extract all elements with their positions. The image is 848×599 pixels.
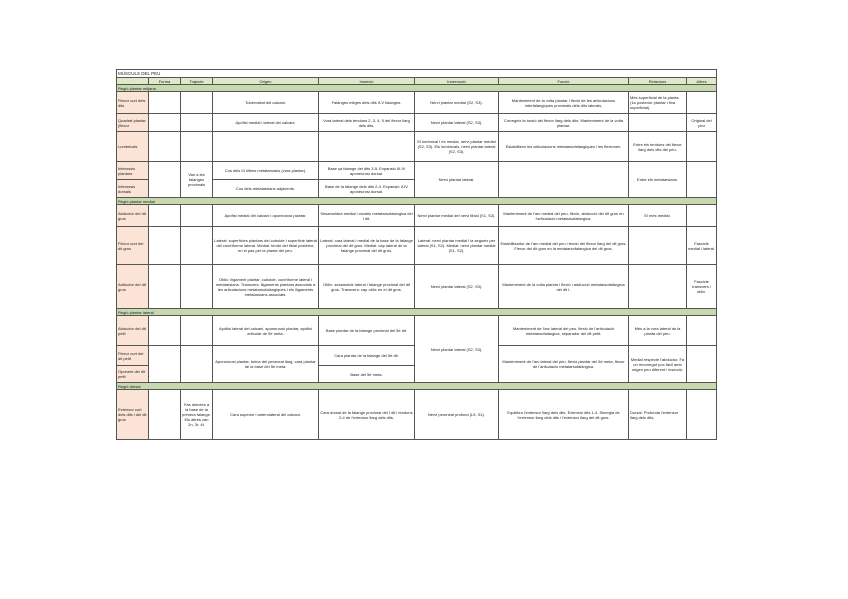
cell [181,205,213,227]
cell [687,162,717,198]
section-label: Regió plantar lateral [117,309,717,316]
cell [181,114,213,132]
cell [149,346,181,383]
origin-cell: Cos dels metatarsians adjacents. [213,180,319,198]
header-cell: Innervació [415,78,499,85]
nerve-cell: Nervi plantar lateral (S2, S3). [415,114,499,132]
cell [687,132,717,162]
cell [213,132,319,162]
section-row [117,198,717,205]
nerve-cell: Nervi plantar lateral. [415,162,499,198]
insertion-cell: Base plantar de la falange proximal del 5è dit. [319,316,415,346]
cell [687,346,717,383]
table-row [117,265,717,309]
insertion-cell: Sesamoidea medial i cicatriu metatarsofalàngica del I dit. [319,205,415,227]
origin-cell: Lateral: superficies plantars del cuboide i superficie lateral del cuneïforme lateral. Medial: tendó del tibial posterior, en el pas per la planta del peu. [213,227,319,265]
relations-cell: Medial respecte l'abductor. Fa un recorregut poc fàcil amb origen peu diferent i inserció. [629,346,687,383]
function-cell: Manteniment de la volta plantar i flexió i adducció metatarsofalàngica del dit I. [499,265,629,309]
function-cell: Corregeix la torsió del flexor llarg dels dits. Manteniment de la volta plantar. [499,114,629,132]
cell [149,265,181,309]
table-row [117,205,717,227]
cell [629,114,687,132]
header-cell: Altres [687,78,717,85]
title-row [117,70,717,78]
muscle-name: Oponent del dit petit [117,366,149,383]
origin-cell: Apòfisi medial i lateral del calcani. [213,114,319,132]
nerve-cell: Nervi plantar medial (S2, S3). [415,92,499,114]
cell [149,316,181,346]
origin-cell: Aponeurosi plantar, beina del peroneal llarg, cara plantar de la base del 5è meta. [213,346,319,383]
other-cell: Original del peu [687,114,717,132]
muscle-name: Interossis plantars [117,162,149,180]
cell [687,316,717,346]
cell [149,227,181,265]
relations-cell: Entre els tendons del flexor llarg dels dits del peu. [629,132,687,162]
insertion-cell: Cara dorsal de la falange proximal del I dit i tendons 2-4 de l'extensor llarg dels dits. [319,390,415,440]
nerve-cell: Lateral: nervi plantar medial i la segueix per lateral (S1, S2). Medial: nervi plantar medial (S1, S2). [415,227,499,265]
nerve-cell: Nervi plantar lateral (S2, S3). [415,265,499,309]
insertion-cell: Falanges mitges dels dits II-V falanges. [319,92,415,114]
cell [629,265,687,309]
table-row [117,114,717,132]
route-cell: Fas directes a la base de la primera falange. Els altres van 2n, 3r, 4t. [181,390,213,440]
muscles-table [116,69,717,440]
cell [149,390,181,440]
insertion-cell: Lateral: cara lateral i medial de la base de la falange proximal del dit gros. Medial: cap lateral de la falange proximal del dit gros. [319,227,415,265]
header-cell: Origen [213,78,319,85]
origin-cell: Apòfisi lateral del calcani, aponeurosi plantar, apòfisi articular de 5è meta. [213,316,319,346]
function-cell: Estabilitzador de l'arc medial del peu i tendó del flexor llarg del dit gros. Flexor del dit gros en la metatarsofalàngica del dit gros. [499,227,629,265]
section-label: Regió dorsal [117,383,717,390]
header-row [117,78,717,85]
section-label: Regió plantar medial [117,198,717,205]
muscle-name: Extensor curt dels dits i del dit gros [117,390,149,440]
section-row [117,85,717,92]
muscle-name: Adductor del dit gros [117,265,149,309]
insertion-cell: Base ça falange del dits 3-5. Expansió III-IV aponeurosi dorsal. [319,162,415,180]
insertion-cell: Vora lateral dels tendons 2, 3, 4, 5 del flexor llarg dels dits. [319,114,415,132]
cell [181,132,213,162]
cell [149,92,181,114]
section-label: Regió plantar mitjana [117,85,717,92]
cell [629,227,687,265]
cell [149,162,181,198]
cell [499,162,629,198]
table-row [117,227,717,265]
function-cell: Manteniment de l'arc lateral del peu, flexió de l'articulació metatarsofalàngica, separador del dit petit. [499,316,629,346]
relations-cell: Entre els metatarsians. [629,162,687,198]
header-cell: Forma [149,78,181,85]
route-cell: Van a les falanges proximals [181,162,213,198]
relations-cell: Més a la vora lateral de la planta del peu. [629,316,687,346]
cell [181,346,213,383]
cell [149,114,181,132]
muscle-name: Abductor del dit gros [117,205,149,227]
cell [181,227,213,265]
cell [687,92,717,114]
muscle-name: Flexor curt del dit petit [117,346,149,366]
muscle-name: Abductor del dit petit [117,316,149,346]
insertion-cell: Cara plantar de la falange del 5è dit. [319,346,415,366]
relations-cell: Dorsal. Profunda l'extensor llarg dels dits. [629,390,687,440]
other-cell: Fascicle transvers i oblic. [687,265,717,309]
cell [181,316,213,346]
function-cell: Equilibra l'extensor llarg dels dits. Extensió dits 1-4. Sinergia de l'extensor llarg dels dits i l'extensor llarg del dit gros. [499,390,629,440]
section-row [117,309,717,316]
table-row [117,390,717,440]
table-row [117,316,717,346]
table-title: MÚSCULS DEL PEU [117,70,717,78]
cell [149,205,181,227]
origin-cell: Cos dels III últims metatarsians (vora plantar). [213,162,319,180]
header-cell: Trajecte [181,78,213,85]
nerve-cell: El lumbrical I és medial, nervi plantar medial (S2, S3). Els lumbricals, nervi plantar lateral (S2, S3). [415,132,499,162]
nerve-cell: Nervi plantar medial del nervi tibial (S1, S2). [415,205,499,227]
insertion-cell: Base de la falange dels dits 2-4. Expansió II-IV aponeurosi dorsal. [319,180,415,198]
header-cell [117,78,149,85]
table-row [117,162,717,180]
origin-cell: Oblic: lligament plantar, cuboide, cuneïforme lateral i metatarsians. Transvers: lligaments plantars associats a les articulacions metatarsofalàngiques i els lligaments metatarsians associats. [213,265,319,309]
cell [181,265,213,309]
origin-cell: Apòfisi medial del calcani i aponeurosi plantar. [213,205,319,227]
nerve-cell: Nervi peroneal profund (L5, S1). [415,390,499,440]
relations-cell: El més medial. [629,205,687,227]
muscle-name: Lumbricals [117,132,149,162]
cell [319,132,415,162]
relations-cell: Més superficial de la planta. (1a posterior plantar i fixa superficial). [629,92,687,114]
header-cell: Inserció [319,78,415,85]
muscle-name: Quadrat plantar (flexor [117,114,149,132]
cell [149,132,181,162]
header-cell: Relacions [629,78,687,85]
nerve-cell: Nervi plantar lateral (S2, S3). [415,316,499,383]
table-row [117,132,717,162]
other-cell: Fascicle medial i lateral. [687,227,717,265]
origin-cell: Cara superior i anterolateral del calcani. [213,390,319,440]
function-cell: Manteniment de la volta plantar i flexió de les articulacions interfalàngiques proximals dels dits laterals. [499,92,629,114]
cell [181,92,213,114]
section-row [117,383,717,390]
origin-cell: Tuberositat del calcani. [213,92,319,114]
muscle-name: Flexor curt del dit gros [117,227,149,265]
muscle-name: Interossis dorsals [117,180,149,198]
table-row [117,92,717,114]
function-cell: Manteniment de l'arc lateral del peu, flexió plantar del 5è meta, flexor de l'articulació metatarsofalàngica. [499,346,629,383]
insertion-cell: Oblic: sesamoide lateral i falange proximal del dit gros. Transvers: cap oblic en el dit gros. [319,265,415,309]
cell [687,390,717,440]
insertion-cell: Base del 5è meta. [319,366,415,383]
function-cell: Estabilitzen les articulacions metatarsofalàngiques i les flexionen. [499,132,629,162]
function-cell: Manteniment de l'arc medial del peu, flexió, abducció del dit gros en l'articulació metatarsofalàngica. [499,205,629,227]
header-cell: Funció [499,78,629,85]
cell [687,205,717,227]
muscle-name: Flexor curt dels dits [117,92,149,114]
